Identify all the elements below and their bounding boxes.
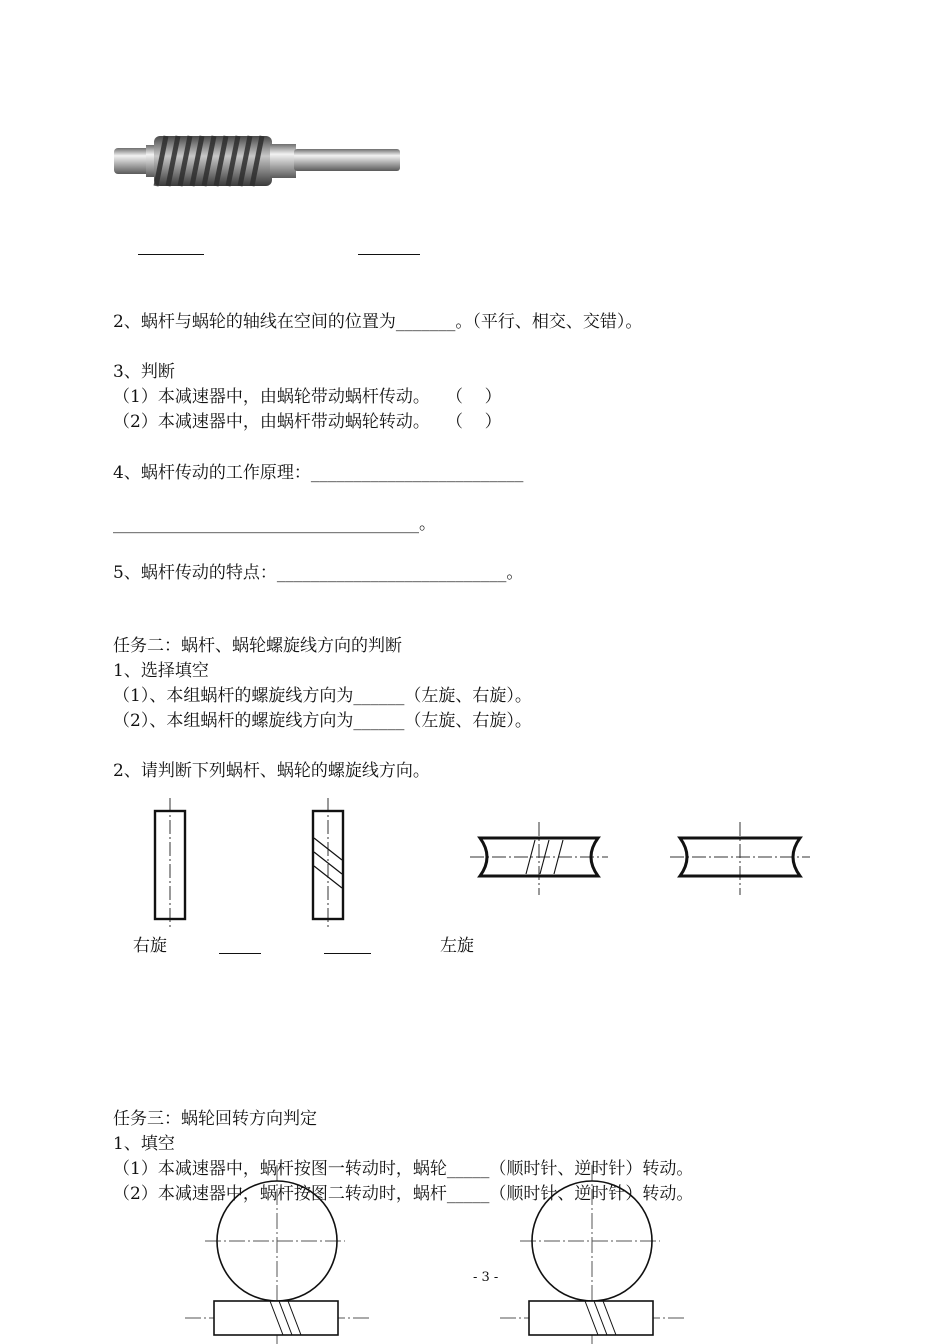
- label-right-hand: 右旋: [133, 936, 167, 956]
- task3-q1-item-1: （1）本减速器中，蜗杆按图一转动时，蜗轮_____（顺时针、逆时针）转动。: [113, 1159, 694, 1179]
- question-3-item-2: （2）本减速器中，由蜗杆带动蜗轮转动。 （ ）: [113, 412, 502, 432]
- question-4-continuation: ____________________________________。: [113, 514, 436, 534]
- task3-title: 任务三：蜗轮回转方向判定: [113, 1109, 317, 1129]
- task2-q1-title: 1、选择填空: [113, 661, 209, 681]
- task2-q1-item-1: （1）、本组蜗杆的螺旋线方向为______（左旋、右旋）。: [113, 686, 532, 706]
- task3-q1-title: 1、填空: [113, 1134, 175, 1154]
- page-number: - 3 -: [473, 1270, 499, 1285]
- question-3-item-1: （1）本减速器中，由蜗轮带动蜗杆传动。 （ ）: [113, 387, 502, 407]
- question-5: 5、蜗杆传动的特点：___________________________。: [113, 563, 524, 583]
- task3-q1-item-2: （2）本减速器中，蜗杆按图二转动时，蜗杆_____（顺时针、逆时针）转动。: [113, 1184, 694, 1204]
- question-4: 4、蜗杆传动的工作原理：_________________________: [113, 463, 524, 483]
- task2-q2: 2、请判断下列蜗杆、蜗轮的螺旋线方向。: [113, 761, 430, 781]
- task2-q1-item-2: （2）、本组蜗杆的螺旋线方向为______（左旋、右旋）。: [113, 711, 532, 731]
- question-3-title: 3、判断: [113, 362, 175, 382]
- label-left-hand: 左旋: [440, 936, 474, 956]
- question-2: 2、蜗杆与蜗轮的轴线在空间的位置为_______。（平行、相交、交错）。: [113, 312, 643, 332]
- task2-title: 任务二：蜗杆、蜗轮螺旋线方向的判断: [113, 636, 402, 656]
